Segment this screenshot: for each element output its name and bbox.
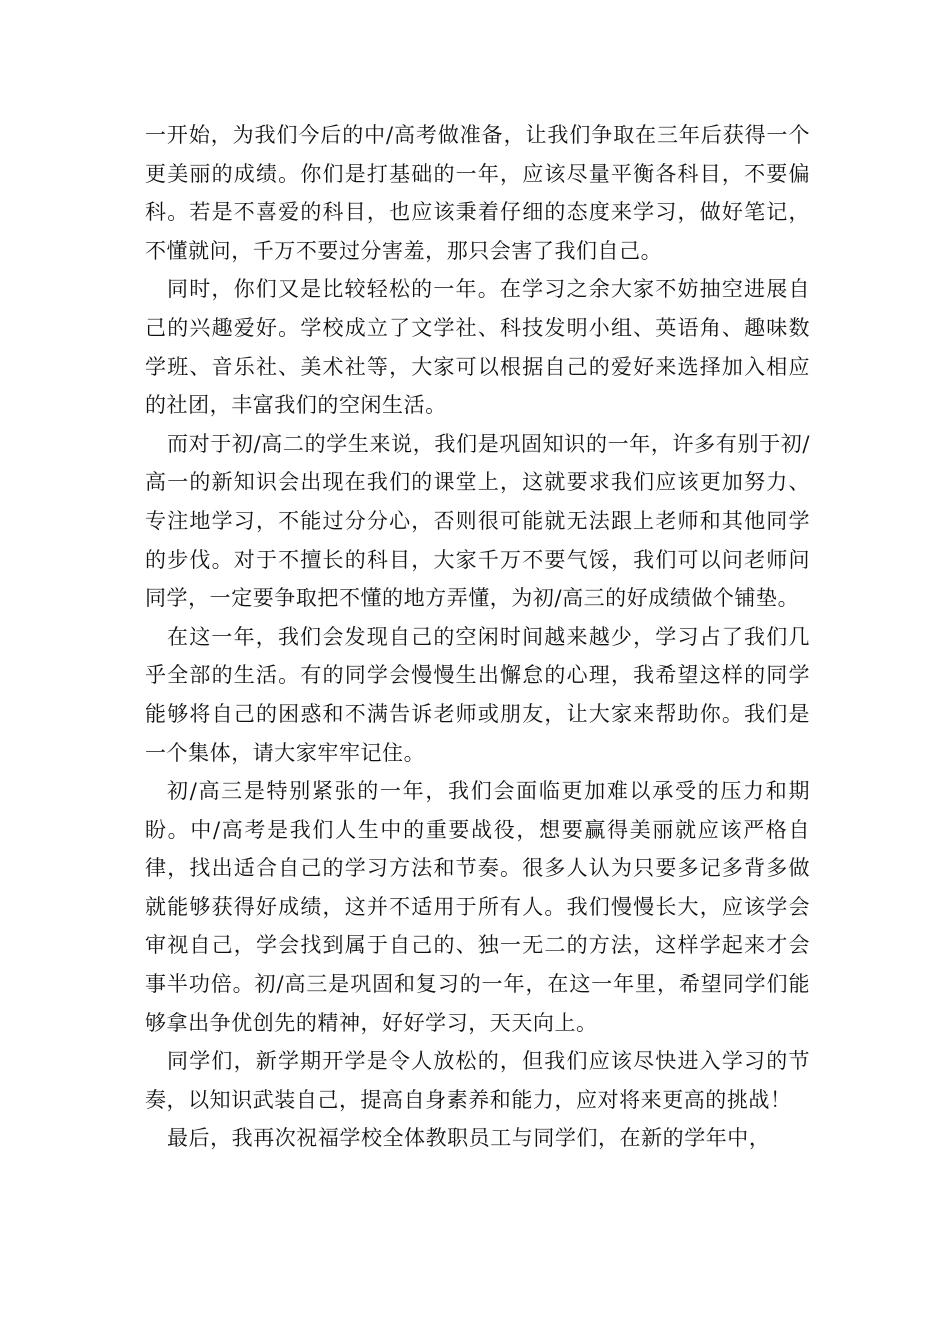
- paragraph-2: 同时，你们又是比较轻松的一年。在学习之余大家不妨抽空进展自己的兴趣爱好。学校成立了文学社、科技发明小组、英语角、趣味数学班、音乐社、美术社等，大家可以根据自己的爱好来选择加入相应的社团，丰富我们的空闲生活。: [145, 277, 810, 418]
- paragraph-1: 一开始，为我们今后的中/高考做准备，让我们争取在三年后获得一个更美丽的成绩。你们是打基础的一年，应该尽量平衡各科目，不要偏科。若是不喜爱的科目，也应该秉着仔细的态度来学习，做好笔记，不懂就问，千万不要过分害羞，那只会害了我们自己。: [145, 123, 810, 263]
- paragraph-3: 而对于初/高二的学生来说，我们是巩固知识的一年，许多有别于初/高一的新知识会出现在我们的课堂上，这就要求我们应该更加努力、专注地学习，不能过分分心，否则很可能就无法跟上老师和其他同学的步伐。对于不擅长的科目，大家千万不要气馁，我们可以问老师问同学，一定要争取把不懂的地方弄懂，为初/高三的好成绩做个铺垫。: [145, 431, 810, 611]
- paragraph-6: 同学们，新学期开学是令人放松的，但我们应该尽快进入学习的节奏，以知识武装自己，提高自身素养和能力，应对将来更高的挑战！: [145, 1049, 810, 1112]
- paragraph-5: 初/高三是特别紧张的一年，我们会面临更加难以承受的压力和期盼。中/高考是我们人生中的重要战役，想要赢得美丽就应该严格自律，找出适合自己的学习方法和节奏。很多人认为只要多记多背多做就能够获得好成绩，这并不适用于所有人。我们慢慢长大，应该学会审视自己，学会找到属于自己的、独一无二的方法，这样学起来才会事半功倍。初/高三是巩固和复习的一年，在这一年里，希望同学们能够拿出争优创先的精神，好好学习，天天向上。: [145, 779, 810, 1035]
- document-body: [145, 116, 810, 1158]
- paragraph-7: 最后，我再次祝福学校全体教职员工与同学们，在新的学年中，: [167, 1126, 771, 1151]
- paragraph-4: 在这一年，我们会发现自己的空闲时间越来越少，学习占了我们几乎全部的生活。有的同学会慢慢生出懈怠的心理，我希望这样的同学能够将自己的困惑和不满告诉老师或朋友，让大家来帮助你。我们是一个集体，请大家牢牢记住。: [145, 624, 810, 765]
